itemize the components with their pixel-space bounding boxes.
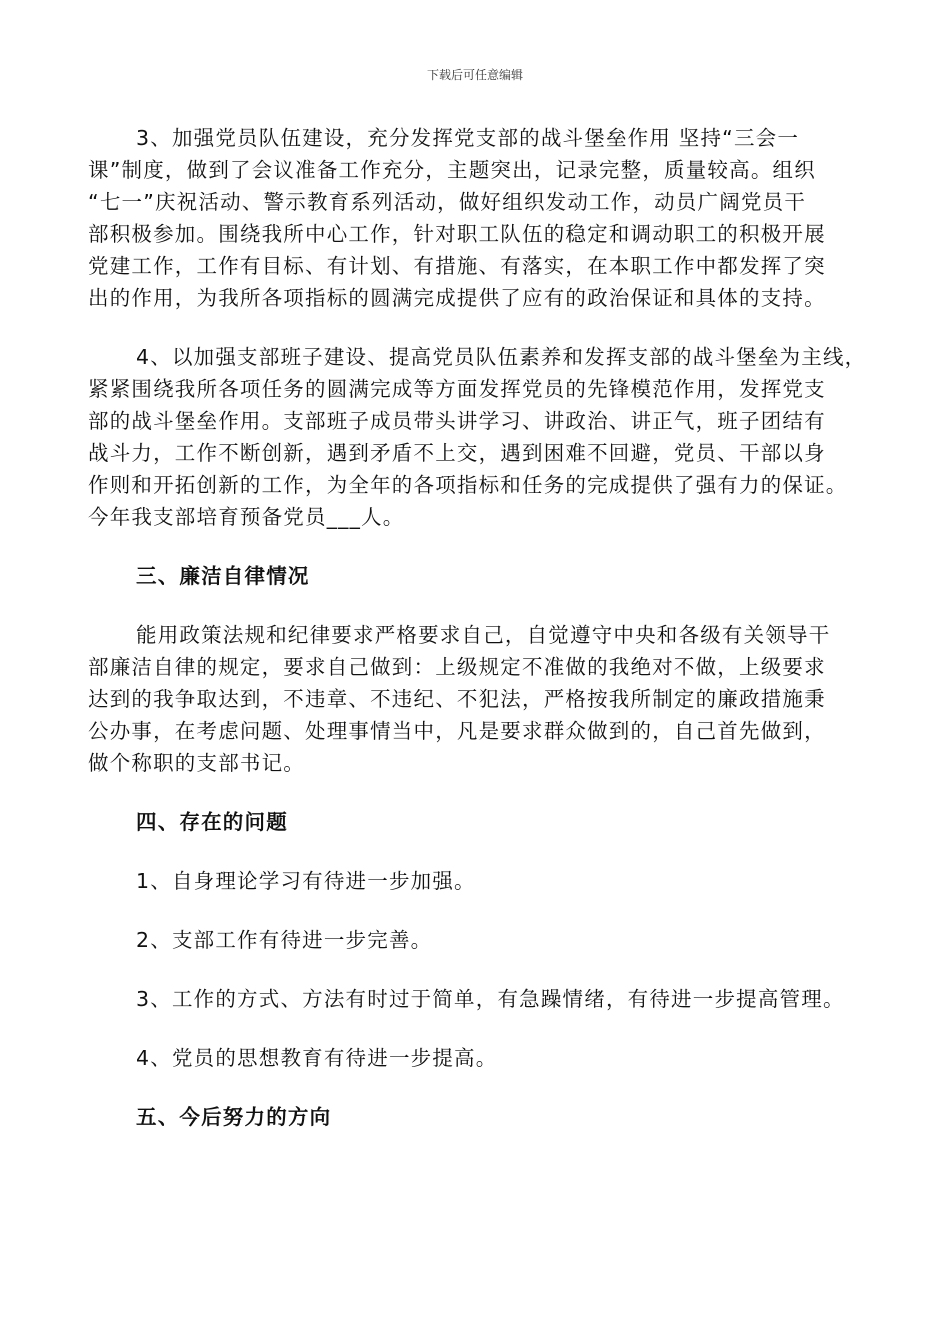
section-heading-3: 三、廉洁自律情况: [136, 564, 310, 588]
paragraph-line: 公办事，在考虑问题、处理事情当中，凡是要求群众做到的，自己首先做到，: [88, 719, 826, 743]
paragraph-line: 紧紧围绕我所各项任务的圆满完成等方面发挥党员的先锋模范作用，发挥党支: [88, 377, 826, 401]
list-item: 4、党员的思想教育有待进一步提高。: [136, 1046, 498, 1070]
paragraph-line: 能用政策法规和纪律要求严格要求自己，自觉遵守中央和各级有关领导干: [136, 623, 831, 647]
list-item: 2、支部工作有待进一步完善。: [136, 928, 433, 952]
paragraph-line: “七一”庆祝活动、警示教育系列活动，做好组织发动工作，动员广阔党员干: [88, 190, 807, 214]
section-heading-5: 五、今后努力的方向: [136, 1105, 332, 1129]
paragraph-line: 战斗力，工作不断创新，遇到矛盾不上交，遇到困难不回避，党员、干部以身: [88, 441, 826, 465]
list-item: 1、自身理论学习有待进一步加强。: [136, 869, 476, 893]
paragraph-line: 党建工作，工作有目标、有计划、有措施、有落实，在本职工作中都发挥了突: [88, 254, 826, 278]
paragraph-line: 今年我支部培育预备党员___人。: [88, 505, 405, 529]
paragraph-3: [88, 122, 863, 314]
document-body: [88, 122, 867, 1133]
paragraph-line: 做个称职的支部书记。: [88, 751, 305, 775]
paragraph-line: 部廉洁自律的规定，要求自己做到：上级规定不准做的我绝对不做，上级要求: [88, 655, 826, 679]
paragraph-line: 课”制度，做到了会议准备工作充分，主题突出，记录完整，质量较高。组织: [88, 158, 816, 182]
paragraph-4: [88, 341, 867, 533]
paragraph-line: 出的作用，为我所各项指标的圆满完成提供了应有的政治保证和具体的支持。: [88, 286, 826, 310]
section-3-paragraph: [88, 619, 863, 779]
section-heading-4: 四、存在的问题: [136, 810, 288, 834]
paragraph-line: 部积极参加。围绕我所中心工作，针对职工队伍的稳定和调动职工的积极开展: [88, 222, 826, 246]
paragraph-line: 部的战斗堡垒作用。支部班子成员带头讲学习、讲政治、讲正气，班子团结有: [88, 409, 826, 433]
paragraph-line: 作则和开拓创新的工作，为全年的各项指标和任务的完成提供了强有力的保证。: [88, 473, 848, 497]
paragraph-line: 达到的我争取达到，不违章、不违纪、不犯法，严格按我所制定的廉政措施秉: [88, 687, 826, 711]
paragraph-line: 4、以加强支部班子建设、提高党员队伍素养和发挥支部的战斗堡垒为主线，: [136, 345, 867, 369]
list-item: 3、工作的方式、方法有时过于简单，有急躁情绪，有待进一步提高管理。: [136, 987, 845, 1011]
page-header: 下载后可任意编辑: [426, 68, 523, 82]
paragraph-line: 3、加强党员队伍建设，充分发挥党支部的战斗堡垒作用 坚持“三会一: [136, 126, 800, 150]
